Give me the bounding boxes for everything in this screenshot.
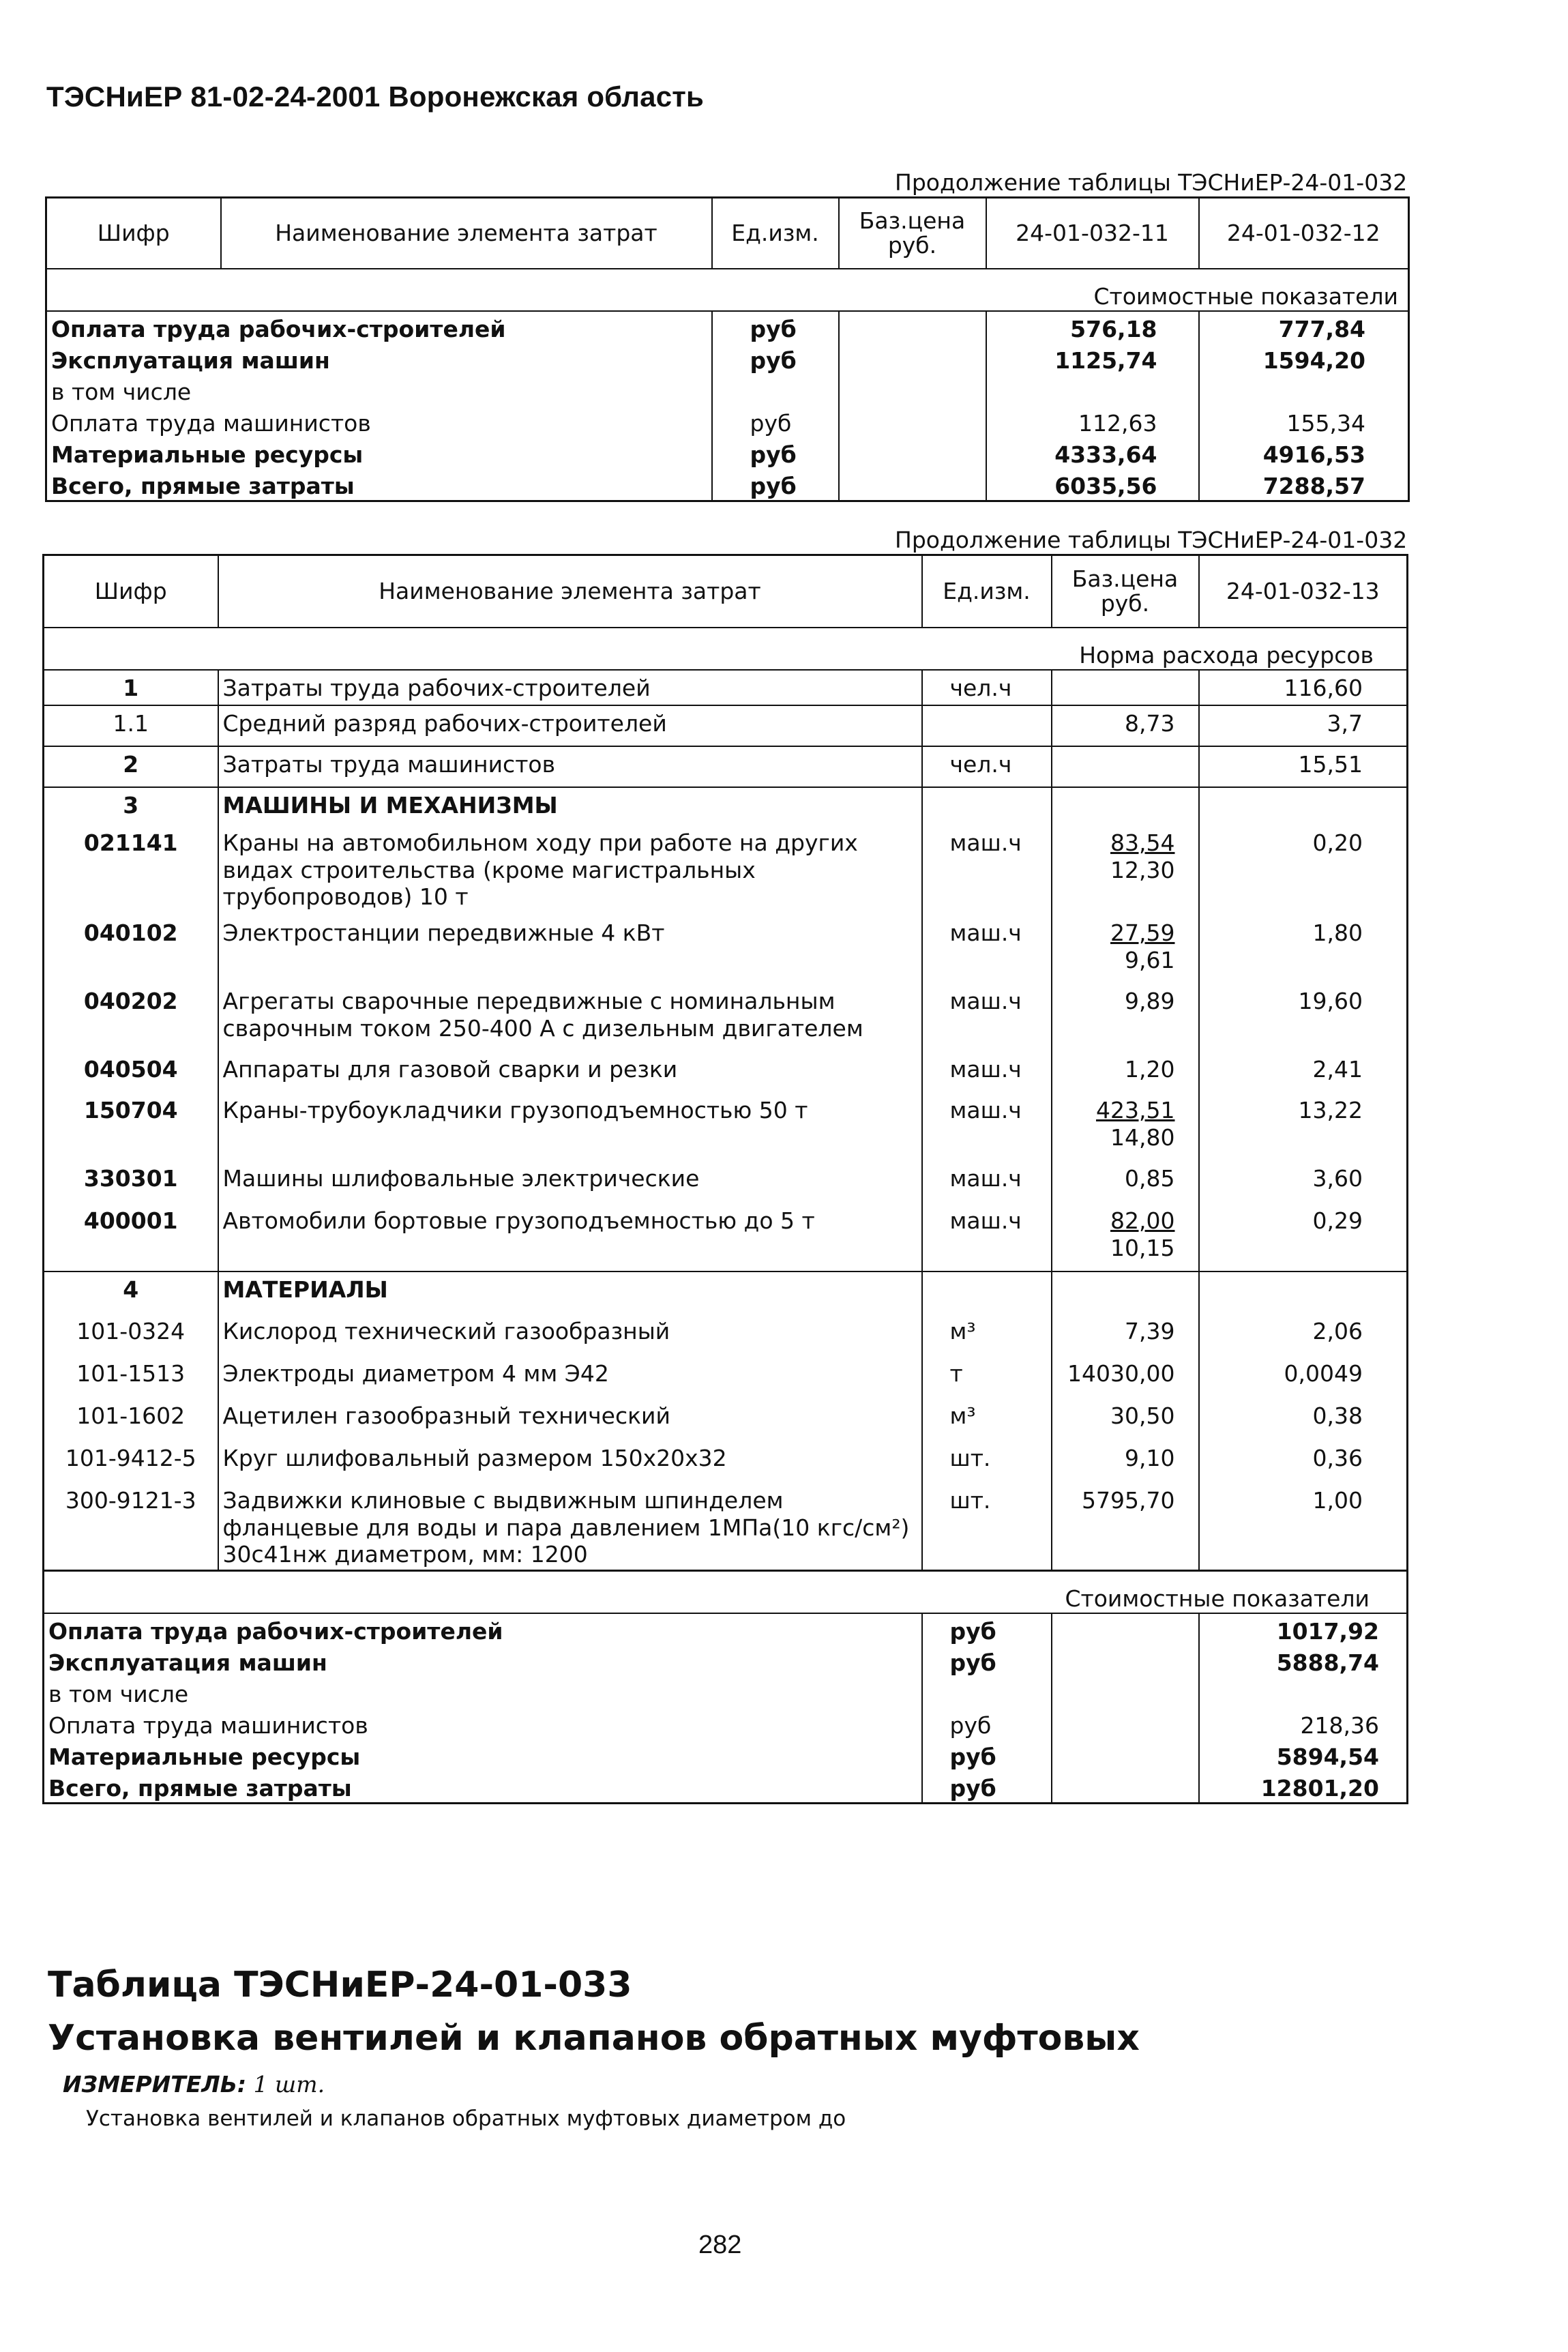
row-name: Задвижки клиновые с выдвижным шпинделем фланцевые для воды и пара давлением 1МПа(10 кгс/см²) 30с41нж диаметром, мм: 1200 xyxy=(218,1483,922,1570)
cost-value: 4916,53 xyxy=(1199,437,1409,469)
table-row xyxy=(44,1708,1408,1739)
row-name: Краны на автомобильном ходу при работе на других видах строительства (кроме магистральных трубопроводов) 10 т xyxy=(218,825,922,915)
row-code: 3 xyxy=(44,787,218,825)
row-code: 330301 xyxy=(44,1161,218,1203)
cost-value: 1017,92 xyxy=(1199,1613,1408,1645)
row-code: 040202 xyxy=(44,984,218,1052)
row-norm xyxy=(1199,787,1408,825)
row-unit xyxy=(922,1271,1052,1314)
table-row xyxy=(44,1203,1408,1271)
resource-rows xyxy=(44,670,1408,1570)
cost-price xyxy=(839,374,986,406)
table-row xyxy=(44,1771,1408,1804)
row-code: 040504 xyxy=(44,1052,218,1093)
row-code: 101-1602 xyxy=(44,1398,218,1441)
table-row xyxy=(46,343,1409,374)
table-row xyxy=(46,406,1409,437)
cost-unit xyxy=(712,374,839,406)
table-row xyxy=(44,705,1408,746)
row-norm: 2,06 xyxy=(1199,1314,1408,1356)
table-row xyxy=(44,670,1408,705)
row-unit: маш.ч xyxy=(922,825,1052,915)
row-code: 101-0324 xyxy=(44,1314,218,1356)
cost-value: 155,34 xyxy=(1199,406,1409,437)
row-unit: шт. xyxy=(922,1441,1052,1483)
table-row xyxy=(44,1483,1408,1570)
cost-price xyxy=(1052,1645,1199,1677)
row-norm: 3,7 xyxy=(1199,705,1408,746)
row-name: МАТЕРИАЛЫ xyxy=(218,1271,922,1314)
row-price: 7,39 xyxy=(1052,1314,1199,1356)
row-name: Электростанции передвижные 4 кВт xyxy=(218,915,922,984)
col-header: Ед.изм. xyxy=(922,555,1052,628)
price-underlined: 423,51 xyxy=(1096,1097,1175,1123)
cost-unit: руб xyxy=(922,1771,1052,1804)
price-secondary: 10,15 xyxy=(1110,1234,1175,1261)
table2-caption: Продолжение таблицы ТЭСНиЕР-24-01-032 xyxy=(895,527,1408,553)
page-header: ТЭСНиЕР 81-02-24-2001 Воронежская область xyxy=(46,80,705,113)
row-norm: 0,36 xyxy=(1199,1441,1408,1483)
row-name: Электроды диаметром 4 мм Э42 xyxy=(218,1356,922,1398)
cost-unit xyxy=(922,1677,1052,1708)
price-underlined: 82,00 xyxy=(1110,1207,1175,1234)
row-unit: чел.ч xyxy=(922,670,1052,705)
col-header: Шифр xyxy=(46,198,221,269)
table-row xyxy=(44,1677,1408,1708)
table-row xyxy=(44,1441,1408,1483)
col-header: 24-01-032-11 xyxy=(986,198,1199,269)
row-name: Затраты труда машинистов xyxy=(218,746,922,787)
cost-value: 12801,20 xyxy=(1199,1771,1408,1804)
table-row xyxy=(44,1613,1408,1645)
row-price: 30,50 xyxy=(1052,1398,1199,1441)
row-code: 101-9412-5 xyxy=(44,1441,218,1483)
row-name: Круг шлифовальный размером 150х20х32 xyxy=(218,1441,922,1483)
row-norm: 13,22 xyxy=(1199,1093,1408,1161)
table-row xyxy=(46,469,1409,501)
section-description: Установка вентилей и клапанов обратных муфтовых диаметром до xyxy=(86,2106,846,2131)
row-norm: 116,60 xyxy=(1199,670,1408,705)
row-norm: 3,60 xyxy=(1199,1161,1408,1203)
row-price: 8,73 xyxy=(1052,705,1199,746)
row-norm: 0,0049 xyxy=(1199,1356,1408,1398)
row-name: Затраты труда рабочих-строителей xyxy=(218,670,922,705)
row-norm: 1,80 xyxy=(1199,915,1408,984)
row-price: 1,20 xyxy=(1052,1052,1199,1093)
table-row xyxy=(44,915,1408,984)
row-code: 021141 xyxy=(44,825,218,915)
table-row xyxy=(46,437,1409,469)
cost-price xyxy=(1052,1677,1199,1708)
row-unit: маш.ч xyxy=(922,1161,1052,1203)
band-label: Стоимостные показатели xyxy=(44,1570,1408,1613)
row-unit: маш.ч xyxy=(922,915,1052,984)
table-row xyxy=(44,787,1408,825)
row-norm: 15,51 xyxy=(1199,746,1408,787)
cost-value: 5894,54 xyxy=(1199,1739,1408,1771)
table1 xyxy=(45,196,1410,502)
table-row xyxy=(44,1645,1408,1677)
col-header: 24-01-032-13 xyxy=(1199,555,1408,628)
cost-value: 777,84 xyxy=(1199,311,1409,343)
row-price xyxy=(1052,787,1199,825)
row-norm: 0,20 xyxy=(1199,825,1408,915)
col-header: 24-01-032-12 xyxy=(1199,198,1409,269)
cost-price xyxy=(1052,1771,1199,1804)
row-norm: 2,41 xyxy=(1199,1052,1408,1093)
row-price xyxy=(1052,670,1199,705)
cost-unit: руб xyxy=(922,1739,1052,1771)
row-name: Ацетилен газообразный технический xyxy=(218,1398,922,1441)
cost-price xyxy=(839,311,986,343)
cost-unit: руб xyxy=(922,1613,1052,1645)
col-header: Шифр xyxy=(44,555,218,628)
cost-unit: руб xyxy=(712,343,839,374)
row-unit: маш.ч xyxy=(922,1203,1052,1271)
cost-value: 6035,56 xyxy=(986,469,1199,501)
row-price xyxy=(1052,915,1199,984)
section-title: Таблица ТЭСНиЕР-24-01-033 xyxy=(48,1965,632,2005)
row-norm: 1,00 xyxy=(1199,1483,1408,1570)
row-unit xyxy=(922,705,1052,746)
cost-name: Эксплуатация машин xyxy=(46,343,712,374)
cost-value: 576,18 xyxy=(986,311,1199,343)
page-number: 282 xyxy=(698,2231,742,2259)
row-price xyxy=(1052,746,1199,787)
table-row xyxy=(46,311,1409,343)
row-code: 150704 xyxy=(44,1093,218,1161)
row-unit: маш.ч xyxy=(922,984,1052,1052)
row-name: Краны-трубоукладчики грузоподъемностью 50 т xyxy=(218,1093,922,1161)
cost-name: Оплата труда рабочих-строителей xyxy=(46,311,712,343)
row-code: 2 xyxy=(44,746,218,787)
table-row xyxy=(44,746,1408,787)
row-norm: 0,38 xyxy=(1199,1398,1408,1441)
table-row xyxy=(44,1356,1408,1398)
cost-name: Оплата труда машинистов xyxy=(44,1708,922,1739)
cost-price xyxy=(839,437,986,469)
cost-name: Оплата труда машинистов xyxy=(46,406,712,437)
cost-price xyxy=(839,469,986,501)
table-row xyxy=(44,1271,1408,1314)
table1-caption: Продолжение таблицы ТЭСНиЕР-24-01-032 xyxy=(895,169,1408,196)
cost-value xyxy=(1199,374,1409,406)
cost-name: Всего, прямые затраты xyxy=(44,1771,922,1804)
cost-name: Материальные ресурсы xyxy=(44,1739,922,1771)
col-header: Ед.изм. xyxy=(712,198,839,269)
measure-line xyxy=(63,2071,325,2098)
col-header: Наименование элемента затрат xyxy=(218,555,922,628)
table2-header-row xyxy=(44,555,1408,628)
col-header: Баз.цена руб. xyxy=(1052,555,1199,628)
cost-unit: руб xyxy=(712,406,839,437)
price-underlined: 27,59 xyxy=(1110,920,1175,946)
table2 xyxy=(42,554,1408,1804)
row-price: 0,85 xyxy=(1052,1161,1199,1203)
row-price: 9,10 xyxy=(1052,1441,1199,1483)
cost-price xyxy=(1052,1739,1199,1771)
price-secondary: 14,80 xyxy=(1110,1123,1175,1151)
row-norm: 19,60 xyxy=(1199,984,1408,1052)
row-price xyxy=(1052,1271,1199,1314)
row-name: Средний разряд рабочих-строителей xyxy=(218,705,922,746)
cost-name: в том числе xyxy=(46,374,712,406)
section-subtitle: Установка вентилей и клапанов обратных муфтовых xyxy=(48,2018,1140,2059)
col-header: Баз.цена руб. xyxy=(839,198,986,269)
cost-price xyxy=(1052,1613,1199,1645)
table-row xyxy=(44,825,1408,915)
table-row xyxy=(44,1398,1408,1441)
row-price: 9,89 xyxy=(1052,984,1199,1052)
cost-value: 7288,57 xyxy=(1199,469,1409,501)
row-code: 1.1 xyxy=(44,705,218,746)
table-row xyxy=(46,374,1409,406)
cost-value xyxy=(1199,1677,1408,1708)
row-price: 5795,70 xyxy=(1052,1483,1199,1570)
table1-header-row xyxy=(46,198,1409,269)
measure-value: 1 шт. xyxy=(253,2071,325,2098)
cost-unit: руб xyxy=(922,1708,1052,1739)
table2-band2 xyxy=(44,1570,1408,1613)
band-label: Стоимостные показатели xyxy=(46,269,1409,311)
table-row xyxy=(44,1739,1408,1771)
cost-value: 112,63 xyxy=(986,406,1199,437)
row-unit xyxy=(922,787,1052,825)
cost-name: в том числе xyxy=(44,1677,922,1708)
cost-value: 218,36 xyxy=(1199,1708,1408,1739)
cost-unit: руб xyxy=(712,469,839,501)
table-row xyxy=(44,1314,1408,1356)
row-unit: маш.ч xyxy=(922,1052,1052,1093)
row-norm xyxy=(1199,1271,1408,1314)
cost-price xyxy=(839,343,986,374)
cost-unit: руб xyxy=(922,1645,1052,1677)
total-rows xyxy=(44,1613,1408,1804)
cost-value: 1125,74 xyxy=(986,343,1199,374)
price-secondary: 9,61 xyxy=(1125,946,1175,973)
cost-price xyxy=(839,406,986,437)
row-code: 040102 xyxy=(44,915,218,984)
cost-name: Оплата труда рабочих-строителей xyxy=(44,1613,922,1645)
price-underlined: 83,54 xyxy=(1110,829,1175,856)
row-price: 14030,00 xyxy=(1052,1356,1199,1398)
cost-unit: руб xyxy=(712,437,839,469)
row-name: Автомобили бортовые грузоподъемностью до 5 т xyxy=(218,1203,922,1271)
band-label: Норма расхода ресурсов xyxy=(44,628,1408,670)
row-norm: 0,29 xyxy=(1199,1203,1408,1271)
row-code: 101-1513 xyxy=(44,1356,218,1398)
row-name: Агрегаты сварочные передвижные с номинальным сварочным током 250-400 А с дизельным двигателем xyxy=(218,984,922,1052)
row-price xyxy=(1052,1093,1199,1161)
measure-label: ИЗМЕРИТЕЛЬ: xyxy=(63,2071,247,2098)
table-row xyxy=(44,1093,1408,1161)
cost-value: 4333,64 xyxy=(986,437,1199,469)
row-code: 300-9121-3 xyxy=(44,1483,218,1570)
row-unit: чел.ч xyxy=(922,746,1052,787)
row-code: 400001 xyxy=(44,1203,218,1271)
cost-value: 1594,20 xyxy=(1199,343,1409,374)
price-secondary: 12,30 xyxy=(1110,856,1175,883)
row-unit: маш.ч xyxy=(922,1093,1052,1161)
row-name: Кислород технический газообразный xyxy=(218,1314,922,1356)
table-row xyxy=(44,984,1408,1052)
cost-value xyxy=(986,374,1199,406)
cost-unit: руб xyxy=(712,311,839,343)
row-unit: м³ xyxy=(922,1314,1052,1356)
table2-band xyxy=(44,628,1408,670)
row-code: 1 xyxy=(44,670,218,705)
row-name: Аппараты для газовой сварки и резки xyxy=(218,1052,922,1093)
table-row xyxy=(44,1052,1408,1093)
row-name: МАШИНЫ И МЕХАНИЗМЫ xyxy=(218,787,922,825)
table1-band xyxy=(46,269,1409,311)
row-code: 4 xyxy=(44,1271,218,1314)
cost-name: Всего, прямые затраты xyxy=(46,469,712,501)
table-row xyxy=(44,1161,1408,1203)
row-unit: шт. xyxy=(922,1483,1052,1570)
col-header: Наименование элемента затрат xyxy=(221,198,712,269)
row-name: Машины шлифовальные электрические xyxy=(218,1161,922,1203)
row-unit: т xyxy=(922,1356,1052,1398)
row-price xyxy=(1052,825,1199,915)
cost-name: Материальные ресурсы xyxy=(46,437,712,469)
cost-price xyxy=(1052,1708,1199,1739)
cost-value: 5888,74 xyxy=(1199,1645,1408,1677)
row-price xyxy=(1052,1203,1199,1271)
row-unit: м³ xyxy=(922,1398,1052,1441)
cost-name: Эксплуатация машин xyxy=(44,1645,922,1677)
